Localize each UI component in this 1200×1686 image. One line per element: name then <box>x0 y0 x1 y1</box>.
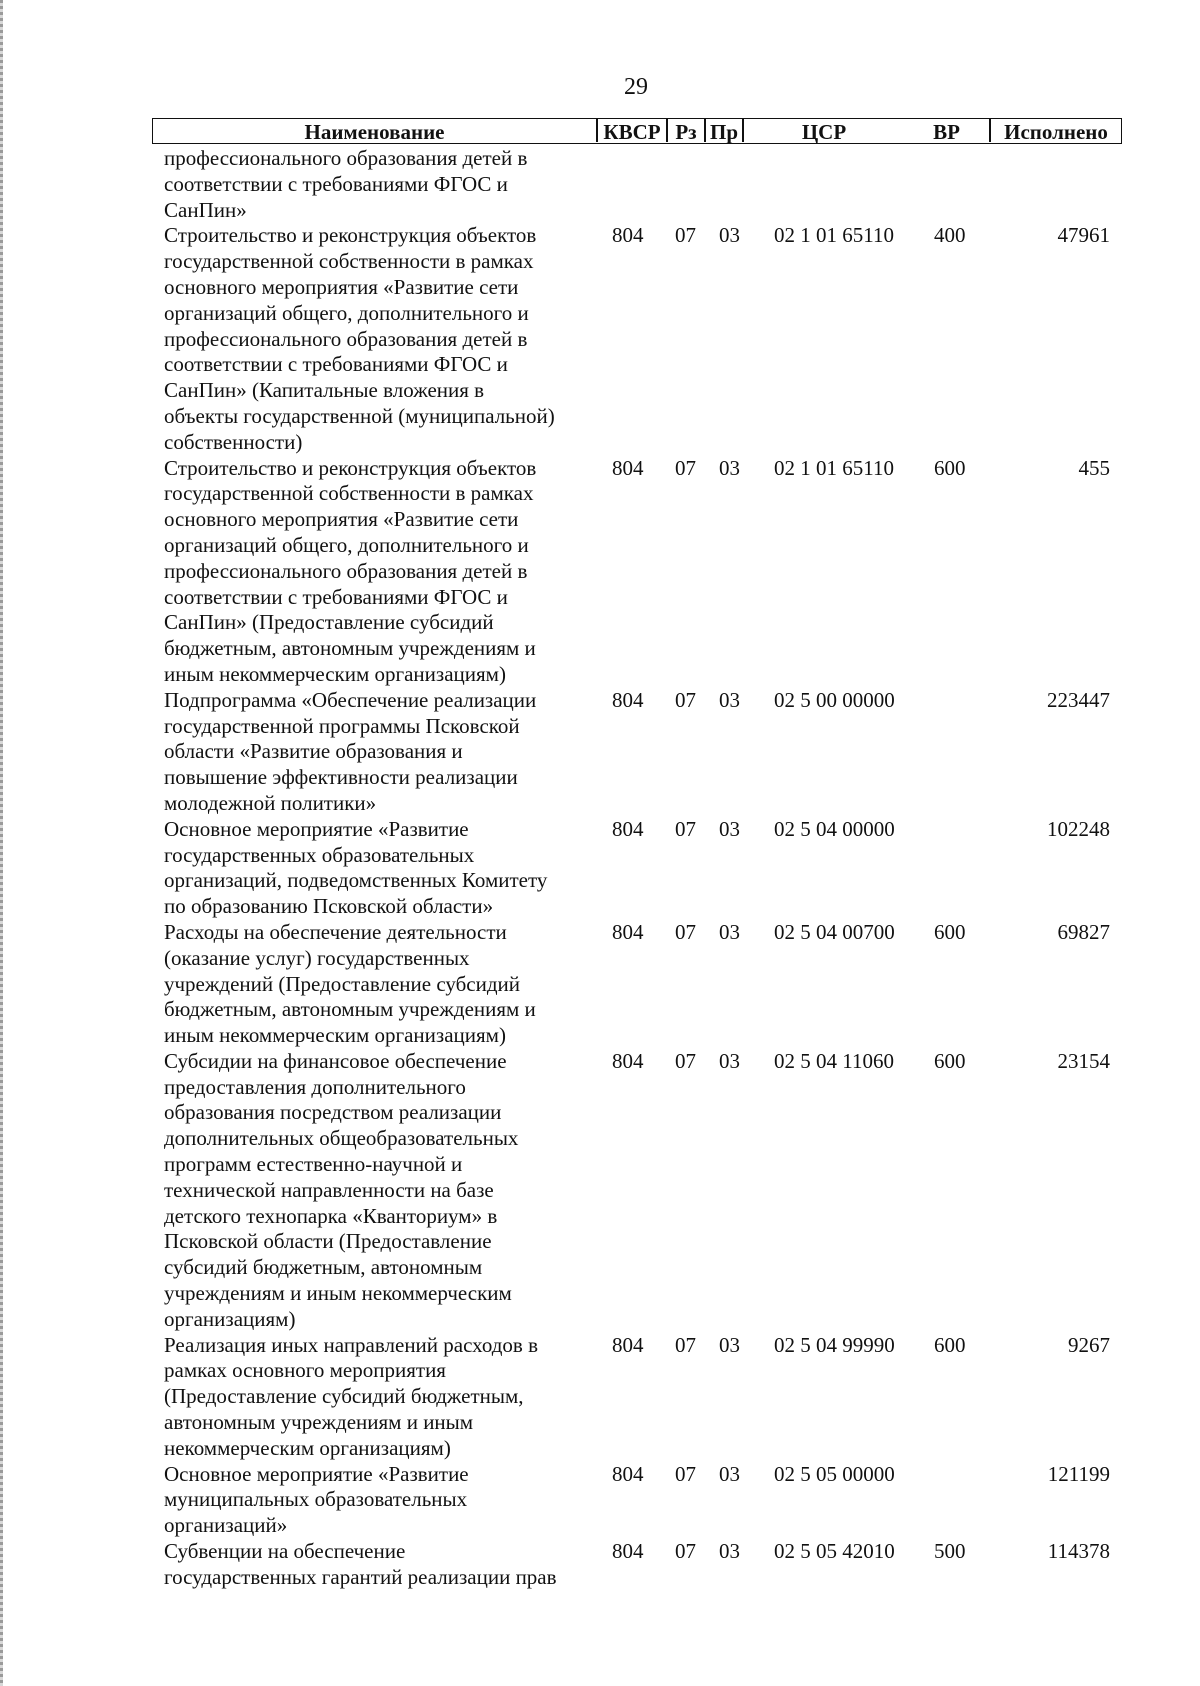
row-pr: 03 <box>719 223 740 248</box>
row-csr: 02 1 01 65110 <box>774 223 894 248</box>
row-name: Строительство и реконструкция объектов государственной собственности в рамках основного мероприятия «Развитие сети организаций общего, дополнительного и профессионального образования детей в соответствии с требованиями ФГОС и СанПин» (Предоставление субсидий бюджетным, автономным учреждениям и иным некоммерческим организациям) <box>164 455 537 686</box>
row-csr: 02 5 04 00700 <box>774 919 895 944</box>
row-csr: 02 5 04 00000 <box>774 816 895 841</box>
row-pr: 03 <box>719 816 740 841</box>
row-name: Субсидии на финансовое обеспечение предоставления дополнительного образования посредством реализации дополнительных общеобразовательных программ естественно-научной и технической направленности на базе детского технопарка «Кванториум» в Псковской области (Предоставление субсидий бюджетным, автономным учреждениям и иным некоммерческим организациям) <box>164 1048 519 1331</box>
row-pr: 03 <box>719 1539 740 1564</box>
table-row <box>152 1462 1122 1539</box>
row-kvsr: 804 <box>612 919 644 944</box>
table-row <box>152 817 1122 920</box>
page-number: 29 <box>624 74 648 100</box>
row-pr: 03 <box>719 1048 740 1073</box>
row-pr: 03 <box>719 919 740 944</box>
row-name: Строительство и реконструкция объектов государственной собственности в рамках основного мероприятия «Развитие сети организаций общего, дополнительного и профессионального образования детей в соответствии с требованиями ФГОС и СанПин» (Капитальные вложения в объекты государственной (муниципальной) собственности) <box>164 223 555 454</box>
row-done: 102248 <box>1047 816 1110 841</box>
row-kvsr: 804 <box>612 1539 644 1564</box>
row-name: Расходы на обеспечение деятельности (оказание услуг) государственных учреждений (Предоставление субсидий бюджетным, автономным учреждениям и иным некоммерческим организациям) <box>164 919 536 1048</box>
row-rz: 07 <box>675 919 696 944</box>
row-rz: 07 <box>675 1539 696 1564</box>
row-kvsr: 804 <box>612 1048 644 1073</box>
column-header-done: Исполнено <box>1004 120 1108 144</box>
column-header-vr: ВР <box>933 120 960 144</box>
row-done: 23154 <box>1057 1048 1110 1073</box>
row-csr: 02 5 04 11060 <box>774 1048 894 1073</box>
column-header-kvsr: КВСР <box>603 120 661 144</box>
row-csr: 02 5 05 00000 <box>774 1461 895 1486</box>
table-row <box>152 223 1122 455</box>
table-row <box>152 920 1122 1049</box>
row-name: Подпрограмма «Обеспечение реализации государственной программы Псковской области «Развитие образования и повышение эффективности реализации молодежной политики» <box>164 687 537 815</box>
row-csr: 02 1 01 65110 <box>774 455 894 480</box>
row-vr: 400 <box>934 223 966 248</box>
row-csr: 02 5 05 42010 <box>774 1539 895 1564</box>
row-pr: 03 <box>719 1461 740 1486</box>
row-name: Реализация иных направлений расходов в рамках основного мероприятия (Предоставление субсидий бюджетным, автономным учреждениям и иным некоммерческим организациям) <box>164 1332 539 1460</box>
row-name: Основное мероприятие «Развитие государственных образовательных организаций, подведомственных Комитету по образованию Псковской области» <box>164 816 548 919</box>
row-done: 114378 <box>1047 1539 1110 1564</box>
row-csr: 02 5 04 99990 <box>774 1332 895 1357</box>
row-name: Субвенции на обеспечение государственных гарантий реализации прав <box>164 1539 557 1589</box>
row-kvsr: 804 <box>612 1332 644 1357</box>
column-header-pr: Пр <box>709 120 738 144</box>
row-pr: 03 <box>719 687 740 712</box>
row-done: 47961 <box>1057 223 1110 248</box>
row-csr: 02 5 00 00000 <box>774 687 895 712</box>
row-vr: 600 <box>934 1332 966 1357</box>
row-rz: 07 <box>675 1332 696 1357</box>
row-kvsr: 804 <box>612 223 644 248</box>
table-body <box>152 146 1122 1591</box>
column-header-name: Наименование <box>304 120 445 144</box>
row-done: 69827 <box>1057 919 1110 944</box>
row-pr: 03 <box>719 1332 740 1357</box>
column-header-rz: Рз <box>675 120 697 144</box>
row-rz: 07 <box>675 687 696 712</box>
row-vr: 500 <box>934 1539 966 1564</box>
row-done: 9267 <box>1068 1332 1110 1357</box>
row-rz: 07 <box>675 816 696 841</box>
table-row <box>152 146 1122 223</box>
row-rz: 07 <box>675 223 696 248</box>
scan-edge <box>0 0 3 1686</box>
row-kvsr: 804 <box>612 455 644 480</box>
table-header <box>152 118 1122 144</box>
row-vr: 600 <box>934 919 966 944</box>
row-rz: 07 <box>675 1048 696 1073</box>
table-row <box>152 1539 1122 1591</box>
table-row <box>152 1049 1122 1333</box>
row-done: 223447 <box>1047 687 1110 712</box>
row-rz: 07 <box>675 1461 696 1486</box>
row-vr: 600 <box>934 1048 966 1073</box>
row-kvsr: 804 <box>612 1461 644 1486</box>
column-header-csr: ЦСР <box>801 120 847 144</box>
row-kvsr: 804 <box>612 687 644 712</box>
table-row <box>152 688 1122 817</box>
row-done: 121199 <box>1047 1461 1110 1486</box>
table-row <box>152 456 1122 688</box>
row-kvsr: 804 <box>612 816 644 841</box>
row-vr: 600 <box>934 455 966 480</box>
row-name: профессионального образования детей в соответствии с требованиями ФГОС и СанПин» <box>164 146 528 222</box>
row-done: 455 <box>1078 455 1110 480</box>
table-row <box>152 1333 1122 1462</box>
row-pr: 03 <box>719 455 740 480</box>
row-name: Основное мероприятие «Развитие муниципальных образовательных организаций» <box>164 1461 469 1538</box>
row-rz: 07 <box>675 455 696 480</box>
